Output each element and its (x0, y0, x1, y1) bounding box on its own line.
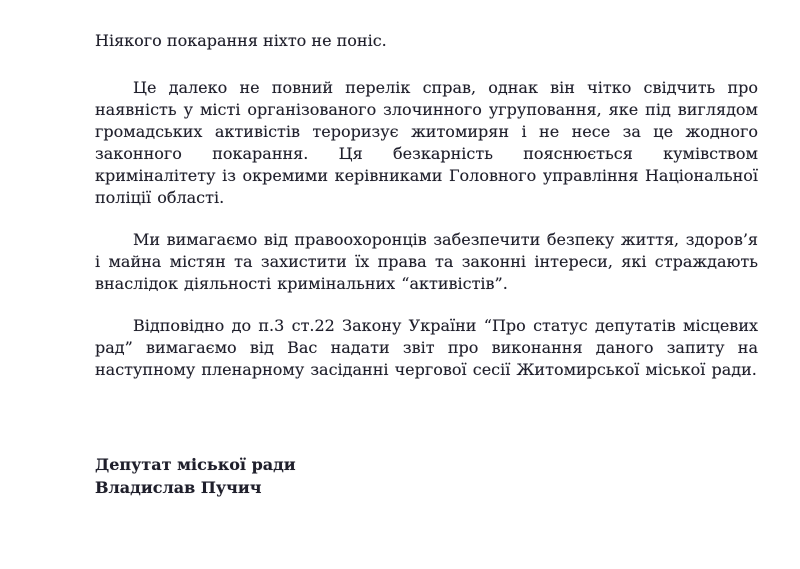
intro-line: Ніякого покарання ніхто не поніс. (95, 31, 387, 50)
document-content (95, 30, 758, 499)
paragraph-3: Відповідно до п.3 ст.22 Закону України “Про статус депутатів місцевих рад” вимагаємо від Вас надати звіт про виконання даного запиту на наступному пленарному засіданні чергової сесії Житомирської міської ради. (95, 316, 758, 379)
signature-block (95, 453, 758, 499)
paragraph-1: Це далеко не повний перелік справ, однак він чітко свідчить про наявність у місті організованого злочинного угруповання, яке під виглядом громадських активістів тероризує житомирян і не несе за це жодного законного покарання. Ця безкарність пояснюється кумівством криміналітету із окремими керівниками Головного управління Національної поліції області. (95, 78, 758, 207)
signature-name: Владислав Пучич (95, 478, 262, 497)
signature-title: Депутат міської ради (95, 455, 296, 474)
paragraph-2: Ми вимагаємо від правоохоронців забезпечити безпеку життя, здоров’я і майна містян та захистити їх права та законні інтереси, які страждають внаслідок діяльності кримінальних “активістів”. (95, 230, 758, 293)
